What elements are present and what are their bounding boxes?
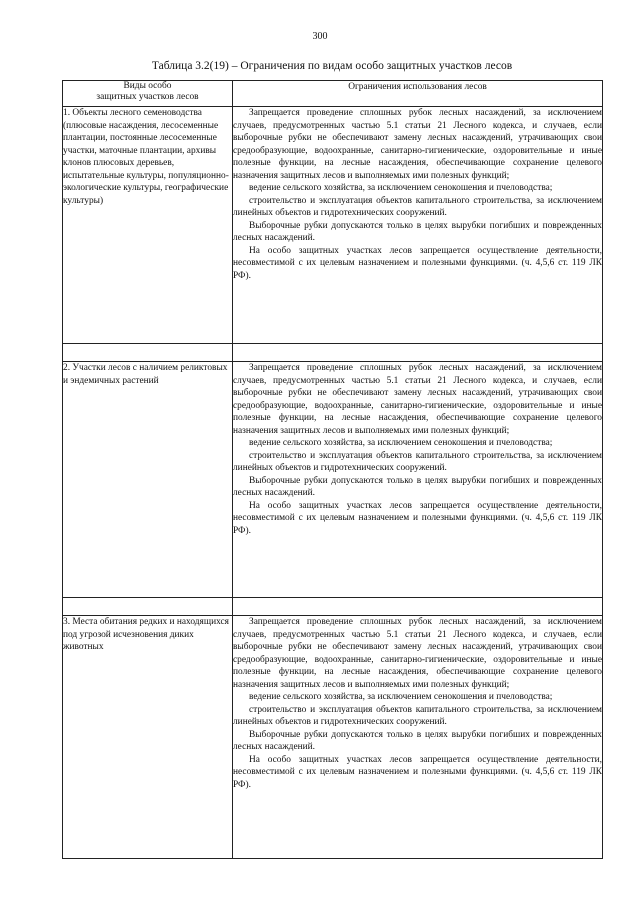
restriction-paragraph: ведение сельского хозяйства, за исключением сенокошения и пчеловодства; — [249, 692, 553, 702]
restriction-paragraph: строительство и эксплуатация объектов капитального строительства, за исключением линейных объектов и гидротехнических сооружений. — [233, 704, 602, 727]
restriction-paragraph: Запрещается проведение сплошных рубок лесных насаждений, за исключением случаев, предусмотренных частью 5.1 статьи 21 Лесного кодекса, и случаев, если выборочные рубки не обеспечивают замену лесных насаждений, утрачивающих свои средообразующие, водоохранные, санитарно-гигиенические, оздоровительные и иные полезные функции, на лесные насаждения, обеспечивающие сохранение целевого назначения защитных лесов и выполняемых ими полезных функций; — [233, 108, 602, 181]
restriction-paragraph: Выборочные рубки допускаются только в целях вырубки погибших и поврежденных лесных насаждений. — [233, 729, 602, 752]
restrictions-cell — [233, 107, 603, 344]
restriction-paragraph: Выборочные рубки допускаются только в целях вырубки погибших и поврежденных лесных насаждений. — [233, 475, 602, 498]
restriction-paragraph: На особо защитных участках лесов запрещается осуществление деятельности, несовместимой с их целевым назначением и полезными функциями. (ч. 4,5,6 ст. 119 ЛК РФ). — [233, 500, 602, 536]
table-title: Таблица 3.2(19) – Ограничения по видам особо защитных участков лесов — [151, 60, 513, 72]
category-cell: 3. Места обитания редких и находящихся под угрозой исчезновения диких животных — [63, 616, 233, 859]
header-restrictions: Ограничения использования лесов — [233, 81, 603, 107]
table-header-row — [63, 81, 603, 107]
restriction-paragraph: Выборочные рубки допускаются только в целях вырубки погибших и поврежденных лесных насаждений. — [233, 220, 602, 243]
restriction-paragraph: На особо защитных участках лесов запрещается осуществление деятельности, несовместимой с их целевым назначением и полезными функциями. (ч. 4,5,6 ст. 119 ЛК РФ). — [233, 245, 602, 281]
restrictions-cell — [233, 362, 603, 598]
restriction-paragraph: Запрещается проведение сплошных рубок лесных насаждений, за исключением случаев, предусмотренных частью 5.1 статьи 21 Лесного кодекса, и случаев, если выборочные рубки не обеспечивают замену лесных насаждений, утрачивающих свои средообразующие, водоохранные, санитарно-гигиенические, оздоровительные и иные полезные функции, на лесные насаждения, обеспечивающие сохранение целевого назначения защитных лесов и выполняемых ими полезных функций; — [233, 617, 602, 690]
table-row — [63, 107, 603, 344]
restriction-paragraph: строительство и эксплуатация объектов капитального строительства, за исключением линейных объектов и гидротехнических сооружений. — [233, 450, 602, 473]
category-cell: 2. Участки лесов с наличием реликтовых и эндемичных растений — [63, 362, 233, 598]
table-row — [63, 362, 603, 598]
category-cell: 1. Объекты лесного семеноводства (плюсовые насаждения, лесосеменные плантации, постоянные лесосеменные участки, маточные плантации, архивы клонов плюсовых деревьев, испытательные культуры, популяционно-экологические культуры, географические культуры) — [63, 107, 233, 344]
spacer-row — [63, 598, 603, 616]
restriction-paragraph: ведение сельского хозяйства, за исключением сенокошения и пчеловодства; — [249, 183, 553, 193]
restriction-paragraph: Запрещается проведение сплошных рубок лесных насаждений, за исключением случаев, предусмотренных частью 5.1 статьи 21 Лесного кодекса, и случаев, если выборочные рубки не обеспечивают замену лесных насаждений, утрачивающих свои средообразующие, водоохранные, санитарно-гигиенические, оздоровительные и иные полезные функции, на лесные насаждения, обеспечивающие сохранение целевого назначения защитных лесов и выполняемых ими полезных функций; — [233, 363, 602, 436]
header-category-line1: Виды особо — [123, 81, 172, 91]
header-category-line2: защитных участков лесов — [96, 92, 199, 102]
spacer-row — [63, 344, 603, 362]
restriction-paragraph: строительство и эксплуатация объектов капитального строительства, за исключением линейных объектов и гидротехнических сооружений. — [233, 195, 602, 218]
restrictions-cell — [233, 616, 603, 859]
table-row — [63, 616, 603, 859]
restrictions-table — [62, 80, 603, 859]
header-category — [63, 81, 233, 107]
page-number: 300 — [312, 31, 328, 42]
restriction-paragraph: ведение сельского хозяйства, за исключением сенокошения и пчеловодства; — [249, 438, 553, 448]
restriction-paragraph: На особо защитных участках лесов запрещается осуществление деятельности, несовместимой с их целевым назначением и полезными функциями. (ч. 4,5,6 ст. 119 ЛК РФ). — [233, 754, 602, 790]
